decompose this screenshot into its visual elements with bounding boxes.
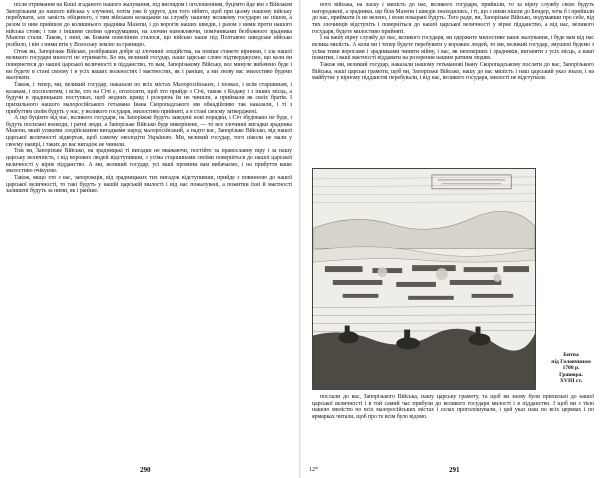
engraving-illustration <box>313 169 535 389</box>
paragraph: після отримання на Коші згаданого нашого жалування, під виглядом і оголошенням, буцімто йде він з Військом Запорізьким до нашого війська у злученні, потім уже й удруге, для того нібито, щоб при цьому нашому війську перебувати, але замість обіцяного, з тим військом козацьким на службу нашому великому государю не пішов, а разом із ним прийшов до колишнього зрадника Мазепи, і до ворогів наших шведів, і разом з ними проти нашого війська стояв; і там з іншими своїми однодумцями, на злочин намовляючи, помічниками безбожного зрадника Мазепи стали. Також, і нині, як Божим повеліннм сталося, що військо наше під Полтавою шведське військо розбило, і він з ними втік у Волоську землю за границю. <box>6 2 292 48</box>
caption-line: Гравюра. <box>559 371 583 378</box>
figure-caption <box>544 352 598 385</box>
paragraph: Також, якщо хто з вас, запорожців, від зрадницьких тих вигадок відступивши, прийде з повинною до нашої царської величності, то такі будуть у нашій царській милості і від нас пожалувані, а пожитки їхні й маєтності залишені будуть за ними, як і раніше. <box>6 175 292 195</box>
paragraph: Отож ви, Запорізьке Військо, розібравши добре ці злочинні злодійства, на повіки станете вірними, і зла нашої великого государя милості не отримаєте. Бо ми, великий государ, наше царське слово підтверджуємо, що коли ви повернетеся до нашої царської величності в підданство, то вам, Запорізькому Війську, все минуле вибачено буде і ви будете в стані своєму і в усіх ваших вольностях і маєтностях, як і раніше, а ми знову вас милостиво будемо жалувати. <box>6 48 292 82</box>
right-page-text-bottom <box>312 394 594 421</box>
left-page-text <box>6 2 292 195</box>
caption-line: Битва <box>563 352 579 358</box>
paragraph: послали до вас, Запорізького Війська, нашу царську грамоту, та щоб ви знову були прихильні до нашої царської величності і в той самий час прибули до великого государя милості і в підданство. І щоб ви з тією нашою милістю по всіх малоросійських містах і селах проголошували, і цей указ наш по всіх церквах і по ярмарках читали, щоб про те всім було відомо. <box>312 394 594 420</box>
paragraph: І на вашу вірну службу до нас, великого государя, ви одержите милостиве наше жалування, і буде вам від нас велика милість. А коли ви і тепер будете перебувати у ворожих людей, то ми, великий государ, змушені будемо з усіма тими ворогами і зрадниками чинити війну, і вас, як непокірних і зрадників, виганяти з усіх місць, а ваші пожитки, і ваші маєтності віддавати на розорення нашим ратним людям. <box>312 35 594 62</box>
right-page-text-top <box>312 2 594 82</box>
paragraph: Також, і тепер, ми, великий государ, наказали по всіх містах Малоросійських, і полках, і всім старшинам, і козакам, і посполитим, і всім, хто на Січі є, оголосити, щоб хто прийде з Січі, також з Кодаку і з інших місць, а будучи в зрадницьких поступках, щоб жодних кривд і розорень їм не чинили, а приймали як своїх братів. І прихильного нашого малоросійського гетьмана Івана Скоропадського ми обнадійливо так наказали, і ті з прибуттям своїм будуть у нас, у великого государя, милостиво прийняті, а в стані своєму затверджені. <box>6 81 292 115</box>
paragraph: ного війська, на ласку і милість до нас, великого государя, прийшли, то за вірну службу свою будуть нагороджені, а зрадники, що біля Мазепи і шведів знаходились, і ті, що з ними пішли до Бендер, хоча б і прийшли до нас, приймати їх не велено, і вони покарані будуть. Того ради, ви, Запорізьке Військо, подумавши про себе, від тих злочинців відступіть і поверніться до нашої царської величності у вірне підданство, а від нас, великого государя, будете милостиво прийняті. <box>312 2 594 35</box>
page-number-left: 290 <box>140 466 151 474</box>
paragraph: Також ми, великий государ, наказали нашому гетьманові Івану Скоропадському послати до вас, Запорізького Війська, наші царські грамоти, щоб ви, Запорізьке Військо, нашу до вас милість і наш царський указ знали, і на майбутнє у вірному підданстві перебували, і від нас, великого государя, милості не відступали. <box>312 61 594 82</box>
caption-line: XVIII ст. <box>559 378 583 385</box>
battle-engraving-image <box>312 168 536 390</box>
page-number-right: 291 <box>449 466 460 474</box>
paragraph: Тож ви, Запорізьке Військо, на зрадницькі ті вигадки не вважаючи, постійте за православну віру і за нашу царську величність, і від ворожих людей відступивши, з усіма старшинами своїми поверніться до нашої царської величності у вірне підданство. А ми, великий государ, усі ваші провини вам вибачаємо, і на прибуття ваше милостиво очікуємо. <box>6 148 292 175</box>
caption-line: під Головчином <box>551 358 591 365</box>
caption-line: 1708 р. <box>562 365 580 372</box>
signature-mark: 12* <box>309 467 318 473</box>
right-page <box>300 0 600 478</box>
paragraph: А що буцімто від нас, великого государя, на Запоріжжі будуть заведені нові порядки, і Січ збудовано не буде, і будуть посилані воєводи, і ратні люди, а Запорізьке Військо буде викорінене, — то все злочинні вигадки зрадника Мазепи, який усякими злодійськими вигадками народ малоросійський, а надто вас, Запорізьке Військо, від нашої царської величності відвертав, щоб самому оволодіти Україною. Ми, великий государ, того ніколи не мали у своєму намірі, і таких до вас вигадок не чинили. <box>6 115 292 148</box>
